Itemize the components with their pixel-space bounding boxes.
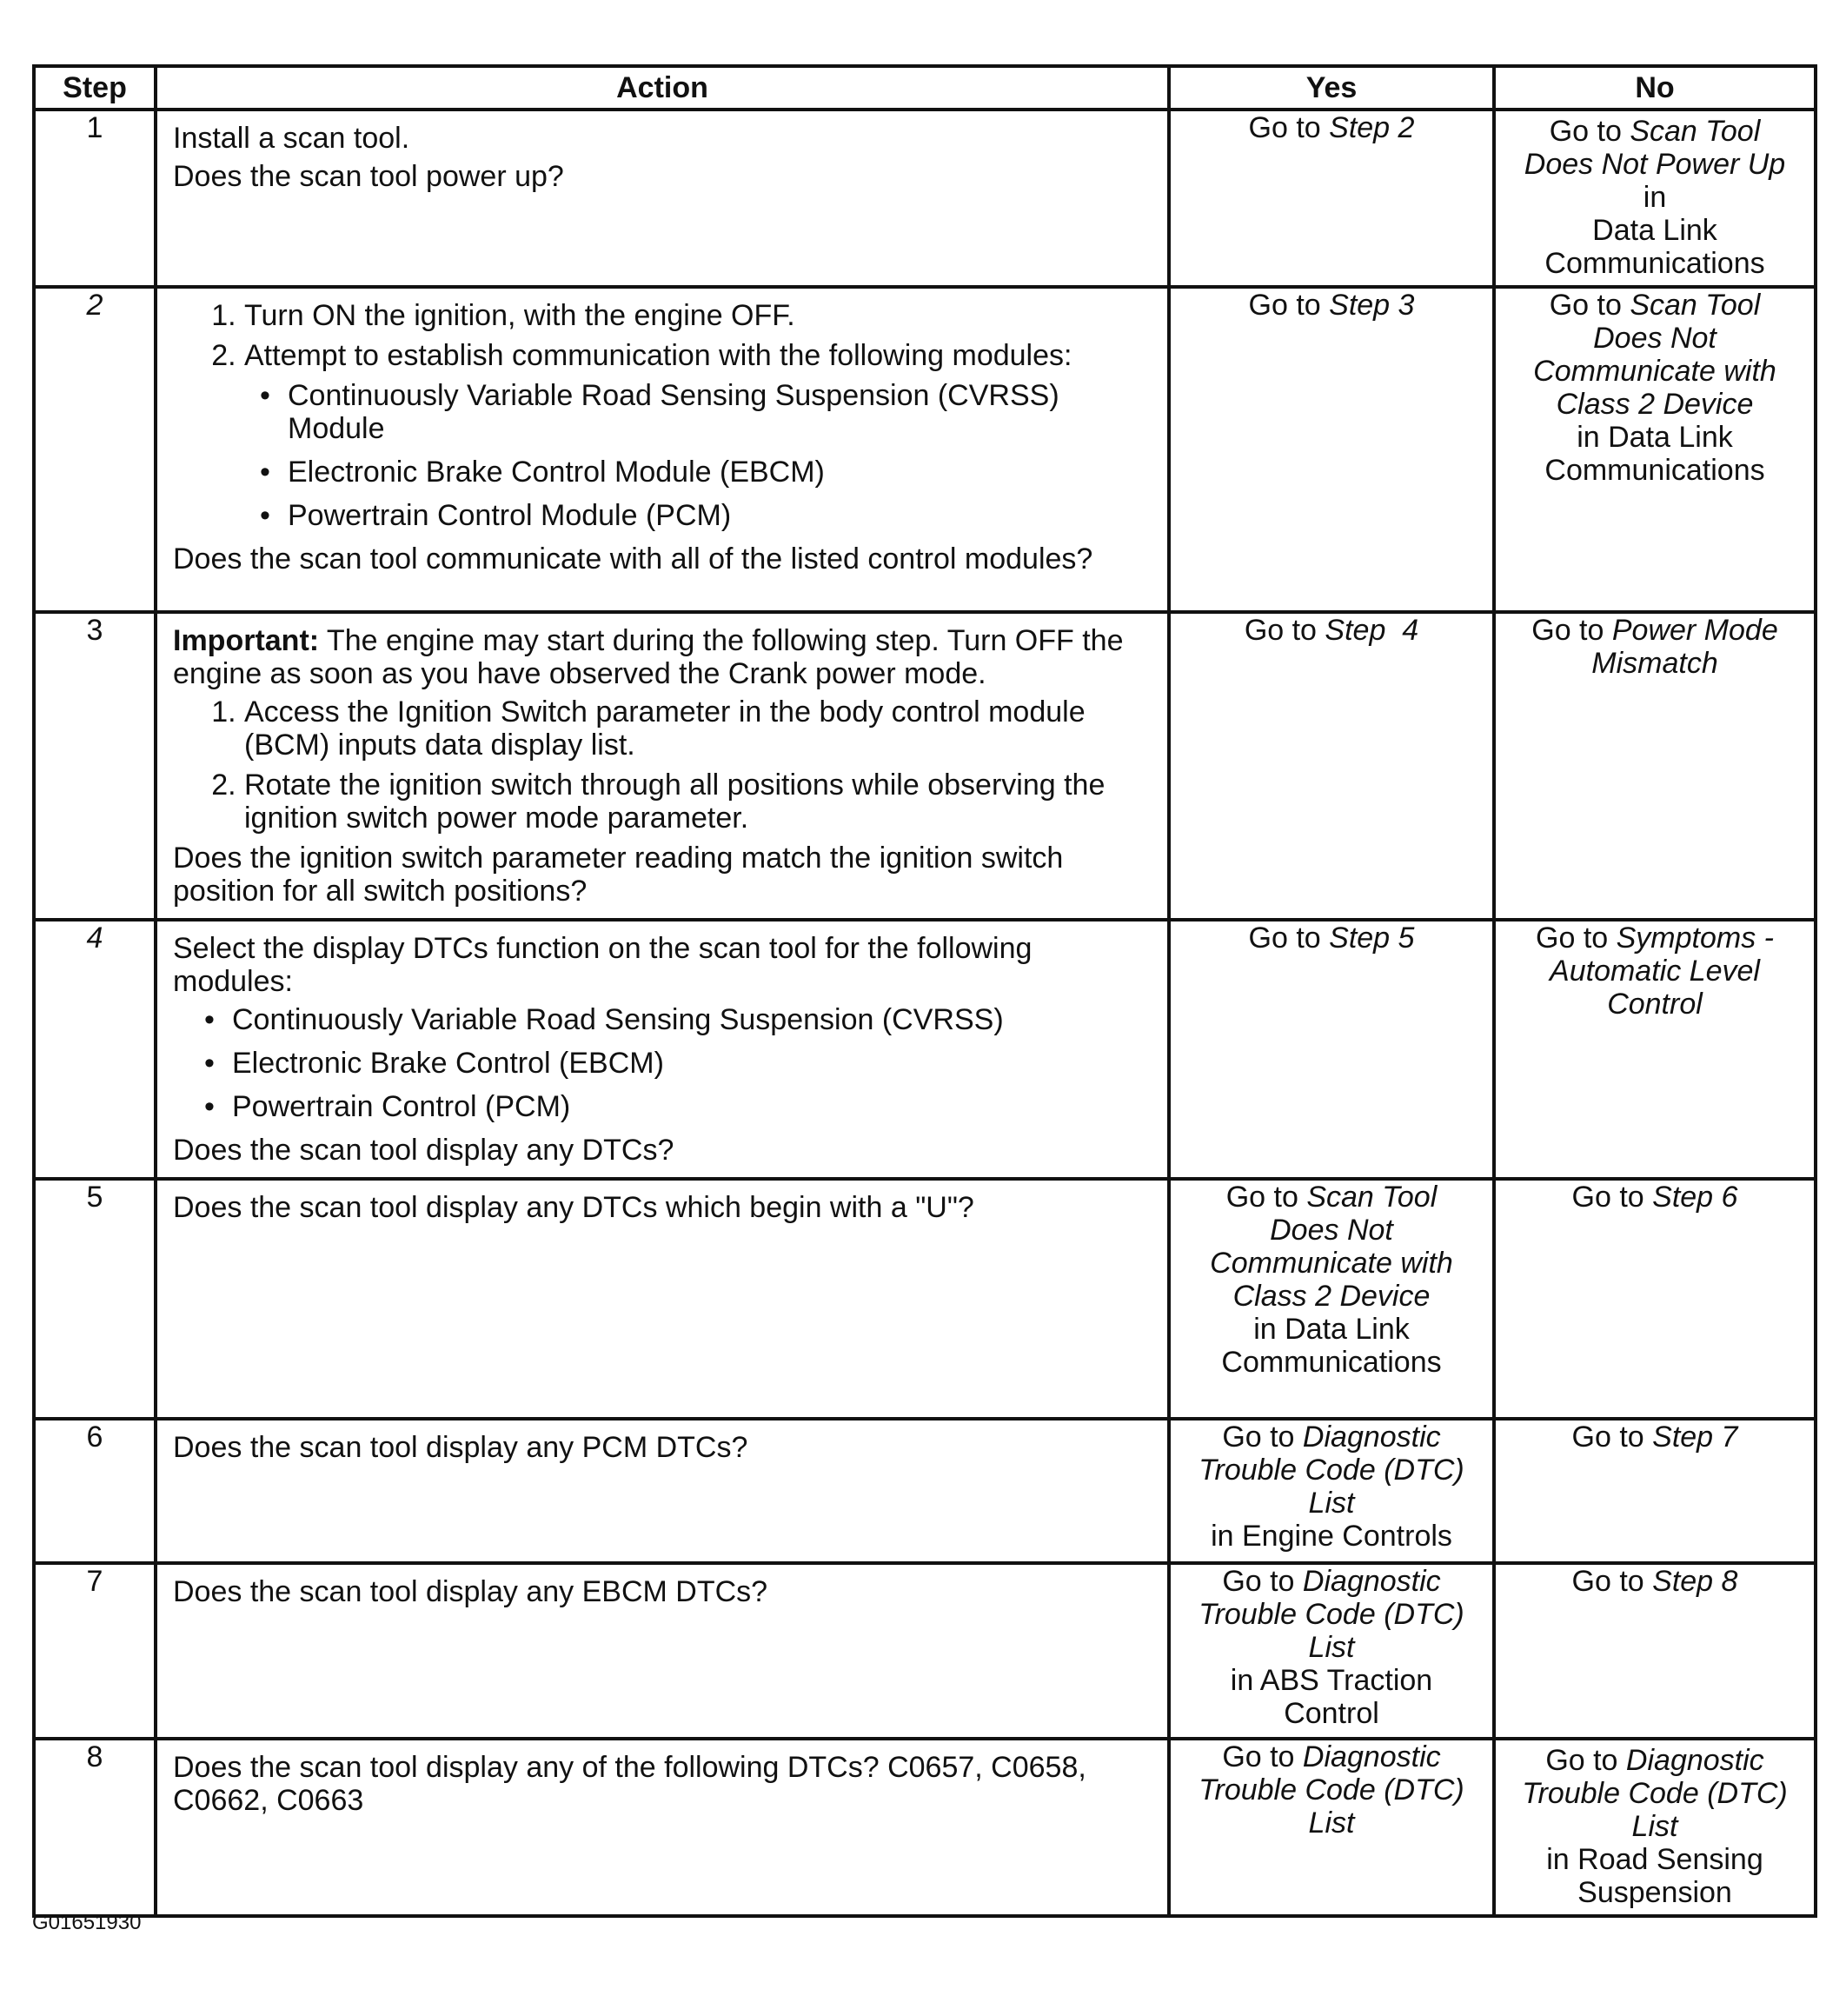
no-result: Go to Scan Tool Does Not Communicate with Class 2 Device in Data Link Communications — [1533, 289, 1776, 487]
no-result: Go to Scan Tool Does Not Power Up in Data Link Communications — [1524, 115, 1786, 280]
yes-result: Go to Step 2 — [1248, 111, 1415, 144]
yes-result: Go to Diagnostic Trouble Code (DTC) List in ABS Traction Control — [1199, 1565, 1464, 1730]
yes-cell — [1169, 1563, 1494, 1739]
yes-cell — [1169, 287, 1494, 612]
no-cell — [1494, 1419, 1816, 1563]
step-number: 3 — [34, 612, 156, 920]
action-question: Does the scan tool power up? — [173, 160, 564, 193]
action-cell — [156, 1739, 1169, 1916]
action-question: Does the ignition switch parameter reading match the ignition switch position for all switch positions? — [173, 842, 1064, 908]
no-result: Go to Step 6 — [1571, 1181, 1738, 1214]
yes-cell — [1169, 612, 1494, 920]
table-row — [34, 1179, 1816, 1419]
figure-id: G01651930 — [32, 1911, 142, 1934]
action-cell — [156, 110, 1169, 287]
yes-result: Go to Step 3 — [1248, 289, 1415, 322]
no-cell — [1494, 110, 1816, 287]
action-step: 2. Rotate the ignition switch through all positions while observing the ignition switch power mode parameter. — [244, 768, 1152, 835]
no-result: Go to Step 8 — [1571, 1565, 1738, 1598]
action-question: Does the scan tool display any DTCs? — [173, 1134, 674, 1167]
action-step: 1. Access the Ignition Switch parameter in the body control module (BCM) inputs data display list. — [244, 695, 1152, 762]
header-action: Action — [156, 66, 1169, 110]
header-no: No — [1494, 66, 1816, 110]
step-number: 5 — [34, 1179, 156, 1419]
list-item: • Powertrain Control (PCM) — [173, 1090, 1152, 1123]
list-item: • Electronic Brake Control (EBCM) — [173, 1047, 1152, 1080]
action-question: Does the scan tool display any PCM DTCs? — [173, 1431, 748, 1464]
table-row — [34, 920, 1816, 1179]
step-number: 8 — [34, 1739, 156, 1916]
yes-cell — [1169, 920, 1494, 1179]
step-number: 7 — [34, 1563, 156, 1739]
action-step: 1. Turn ON the ignition, with the engine OFF. — [244, 299, 1152, 332]
no-cell — [1494, 1739, 1816, 1916]
action-step: 2. Attempt to establish communication with the following modules: — [244, 339, 1152, 372]
module-list — [173, 1003, 1152, 1123]
no-cell — [1494, 287, 1816, 612]
table-row — [34, 612, 1816, 920]
header-step: Step — [34, 66, 156, 110]
yes-cell — [1169, 1179, 1494, 1419]
action-text: Install a scan tool. — [173, 122, 410, 155]
table-row — [34, 110, 1816, 287]
header-yes: Yes — [1169, 66, 1494, 110]
step-number: 6 — [34, 1419, 156, 1563]
yes-cell — [1169, 1419, 1494, 1563]
action-steps — [173, 695, 1152, 835]
list-item: • Powertrain Control Module (PCM) — [173, 499, 1152, 532]
yes-result: Go to Step 4 — [1244, 614, 1419, 647]
header-row — [34, 66, 1816, 110]
table-row — [34, 287, 1816, 612]
no-cell — [1494, 920, 1816, 1179]
list-item: • Continuously Variable Road Sensing Suspension (CVRSS) Module — [173, 379, 1152, 445]
action-cell — [156, 287, 1169, 612]
step-number: 2 — [34, 287, 156, 612]
action-question: Does the scan tool communicate with all of the listed control modules? — [173, 542, 1093, 576]
no-cell — [1494, 612, 1816, 920]
list-item: • Electronic Brake Control Module (EBCM) — [173, 456, 1152, 489]
no-result: Go to Power Mode Mismatch — [1531, 614, 1778, 680]
yes-cell — [1169, 1739, 1494, 1916]
action-text: Select the display DTCs function on the scan tool for the following modules: — [173, 932, 1033, 998]
action-question: Does the scan tool display any EBCM DTCs? — [173, 1575, 768, 1608]
step-number: 1 — [34, 110, 156, 287]
table-row — [34, 1419, 1816, 1563]
action-cell — [156, 1563, 1169, 1739]
action-cell — [156, 1419, 1169, 1563]
no-cell — [1494, 1179, 1816, 1419]
yes-result: Go to Diagnostic Trouble Code (DTC) List — [1199, 1740, 1464, 1840]
list-item: • Continuously Variable Road Sensing Suspension (CVRSS) — [173, 1003, 1152, 1036]
table-row — [34, 1739, 1816, 1916]
no-result: Go to Diagnostic Trouble Code (DTC) List in Road Sensing Suspension — [1522, 1744, 1788, 1909]
no-cell — [1494, 1563, 1816, 1739]
yes-result: Go to Diagnostic Trouble Code (DTC) List in Engine Controls — [1199, 1421, 1464, 1553]
diagnostic-table — [32, 64, 1817, 1918]
action-cell — [156, 612, 1169, 920]
yes-cell — [1169, 110, 1494, 287]
action-steps — [173, 299, 1152, 372]
action-cell — [156, 920, 1169, 1179]
table-row — [34, 1563, 1816, 1739]
action-cell — [156, 1179, 1169, 1419]
no-result: Go to Symptoms - Automatic Level Control — [1536, 922, 1774, 1021]
action-question: Does the scan tool display any of the following DTCs? C0657, C0658, C0662, C0663 — [173, 1751, 1086, 1817]
yes-result: Go to Step 5 — [1248, 922, 1415, 955]
yes-result: Go to Scan Tool Does Not Communicate with Class 2 Device in Data Link Communications — [1210, 1181, 1453, 1379]
module-list — [173, 379, 1152, 532]
action-question: Does the scan tool display any DTCs which begin with a "U"? — [173, 1191, 974, 1224]
step-number: 4 — [34, 920, 156, 1179]
no-result: Go to Step 7 — [1571, 1421, 1738, 1454]
important-note: Important: The engine may start during the following step. Turn OFF the engine as soon as you have observed the Crank power mode. — [173, 624, 1124, 690]
